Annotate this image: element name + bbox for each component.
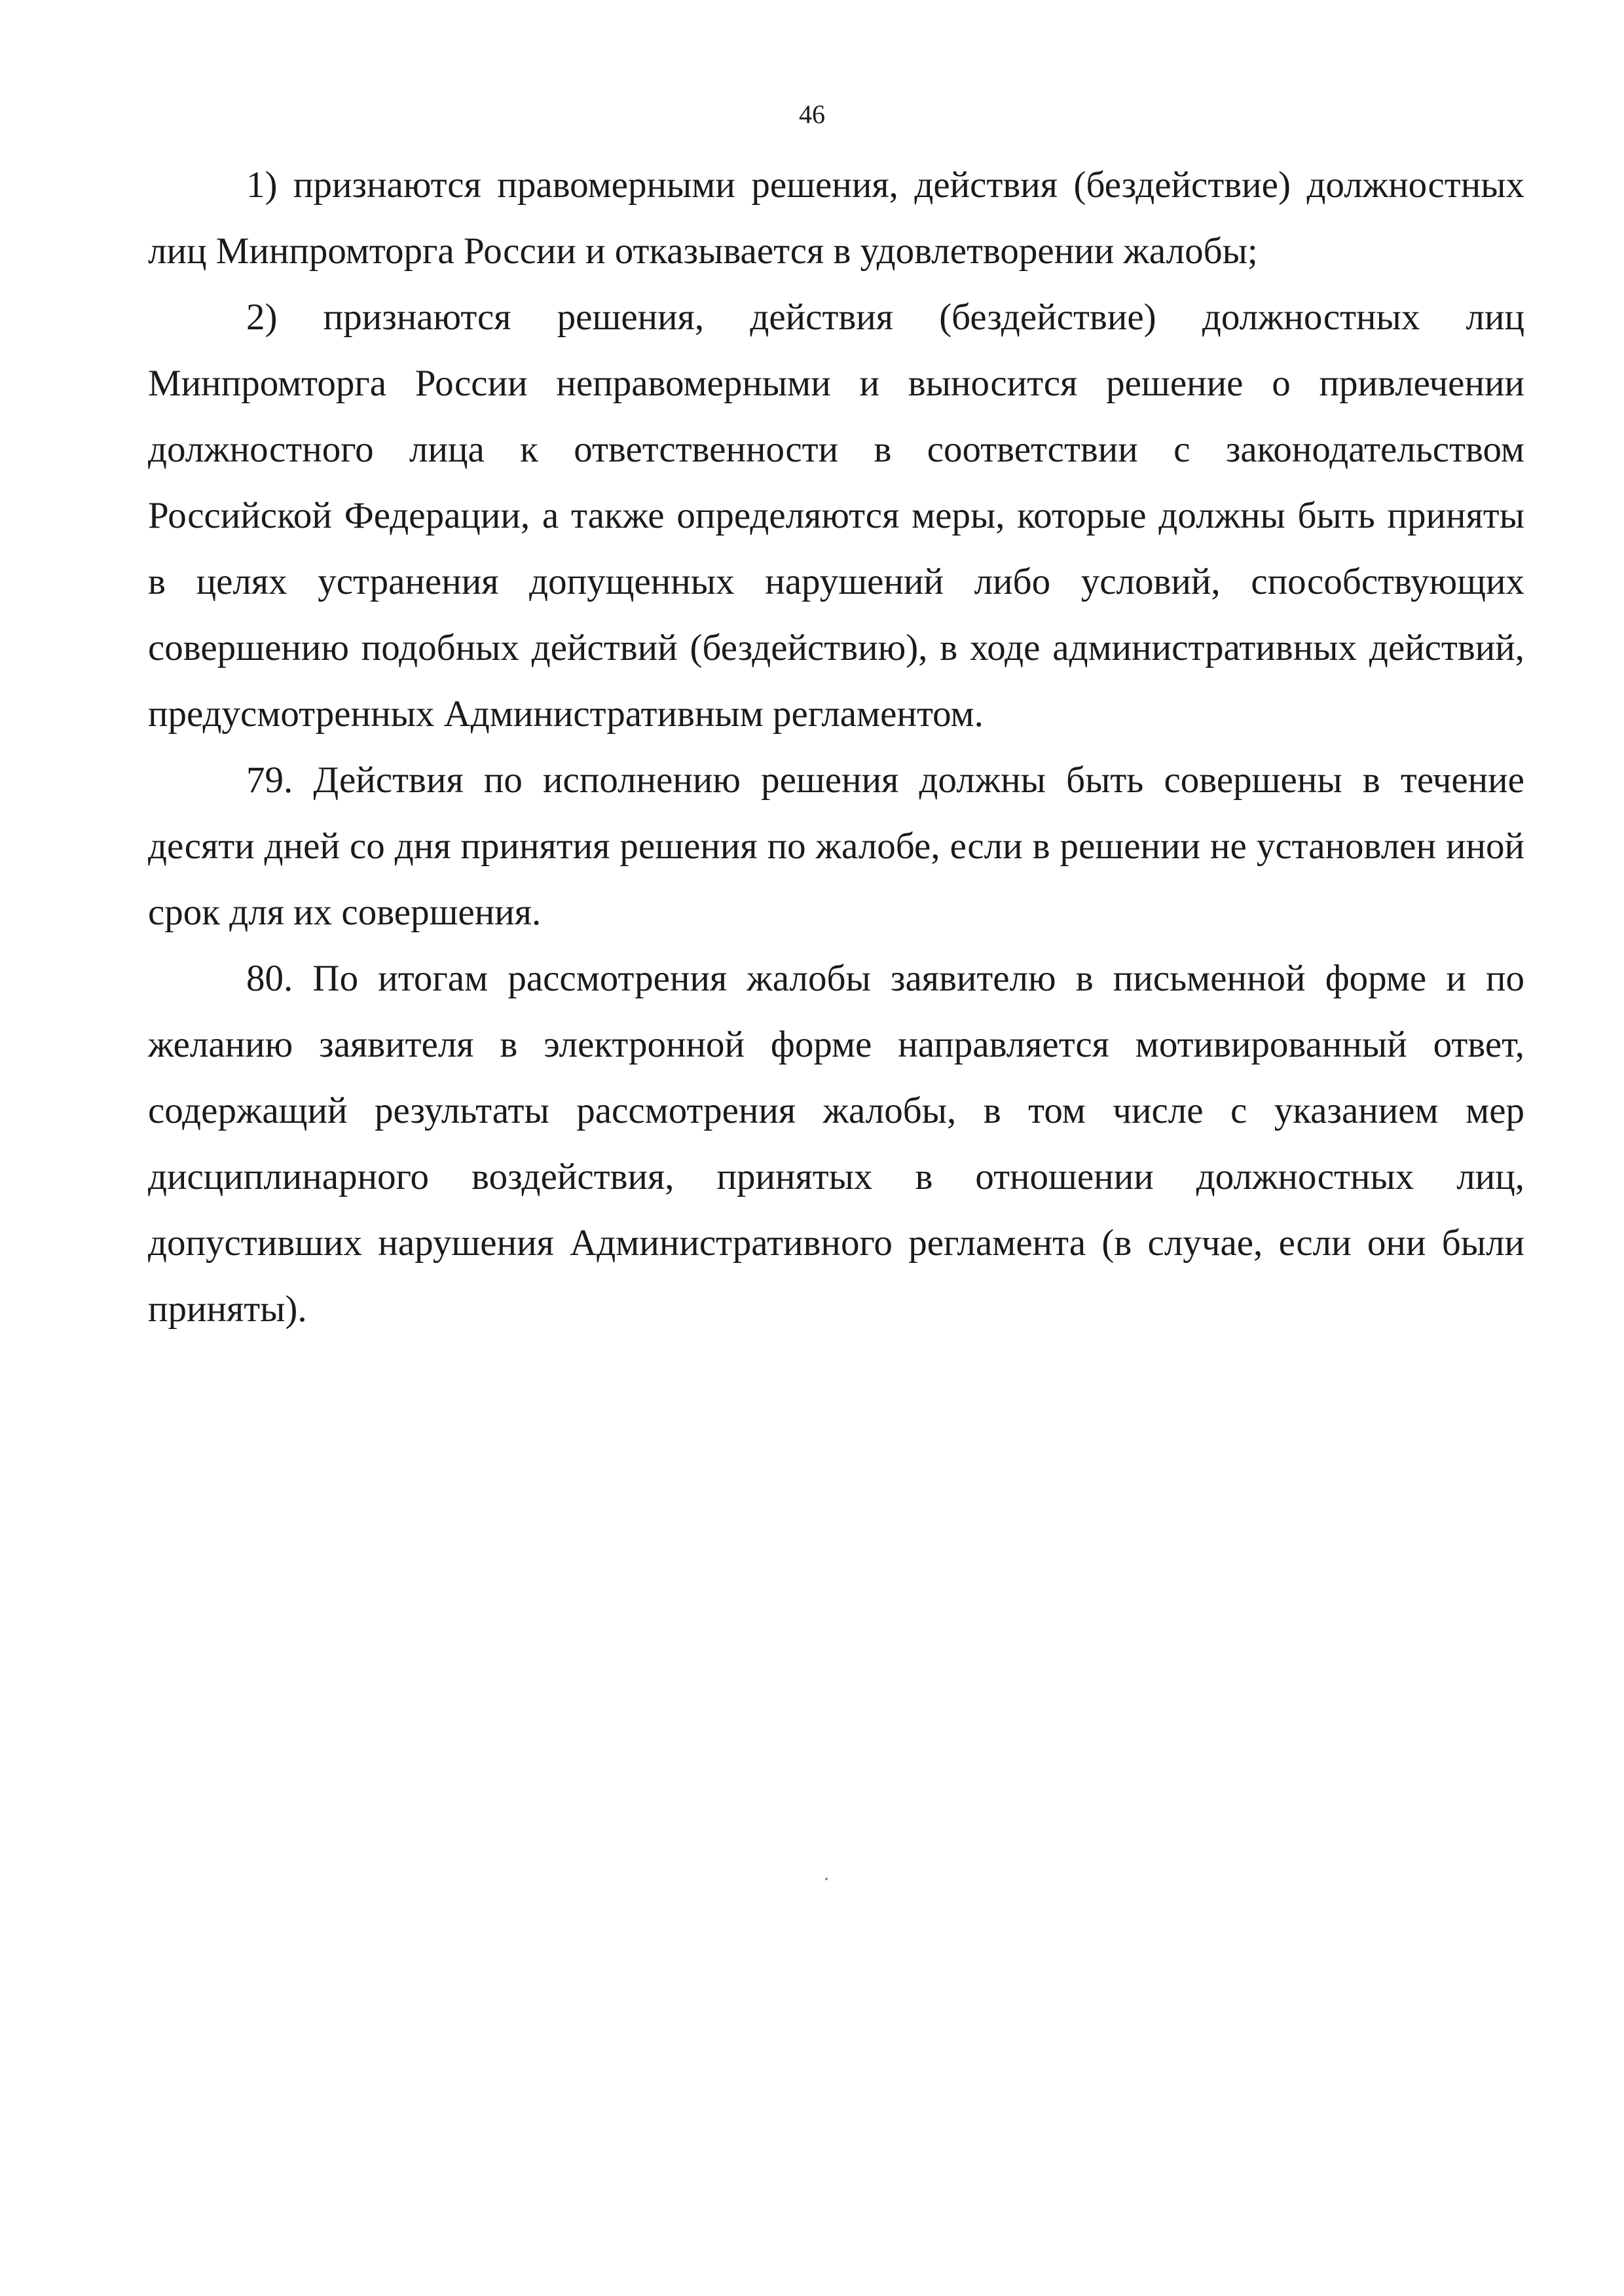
paragraph-clause-80: 80. По итогам рассмотрения жалобы заявителю в письменной форме и по желанию заявителя в электронной форме направляется мотивированный ответ, содержащий результаты рассмотрения жалобы, в том числе с указанием мер дисциплинарного воздействия, принятых в отношении должностных лиц, допустивших нарушения Административного регламента (в случае, если они были приняты). bbox=[148, 958, 1524, 1330]
paragraph-clause-79: 79. Действия по исполнению решения должны быть совершены в течение десяти дней со дня принятия решения по жалобе, если в решении не установлен иной срок для их совершения. bbox=[148, 759, 1524, 933]
paragraph-item-1: 1) признаются правомерными решения, действия (бездействие) должностных лиц Минпромторга России и отказывается в удовлетворении жалобы; bbox=[148, 164, 1524, 272]
document-body bbox=[148, 152, 1524, 1342]
scan-artifact-dot bbox=[825, 1878, 828, 1880]
page-number: 46 bbox=[799, 100, 825, 129]
paragraph-item-2: 2) признаются решения, действия (бездействие) должностных лиц Минпромторга России неправомерными и выносится решение о привлечении должностного лица к ответственности в соответствии с законодательством Российской Федерации, а также определяются меры, которые должны быть приняты в целях устранения допущенных нарушений либо условий, способствующих совершению подобных действий (бездействию), в ходе административных действий, предусмотренных Административным регламентом. bbox=[148, 297, 1524, 735]
